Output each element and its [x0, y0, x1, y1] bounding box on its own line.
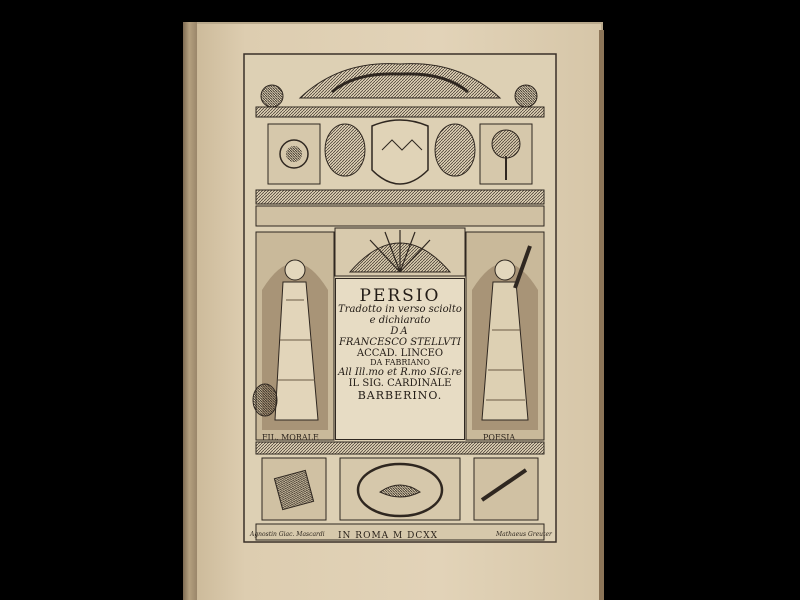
title-line-2: Tradotto in verso sciolto [338, 304, 462, 316]
shell-arch [335, 228, 465, 276]
poetry-figure-head [495, 260, 515, 280]
title-line-5: FRANCESCO STELLVTI [338, 336, 462, 348]
imprint-line: IN ROMA M DCXX [338, 531, 439, 541]
title-panel [335, 278, 465, 440]
engraver-signature-right: Mathaeus Greuter [496, 531, 552, 538]
right-niche [466, 232, 544, 440]
left-cherub [325, 124, 365, 176]
title-line-1: PERSIO [359, 286, 441, 306]
label-poetry: POESIA [483, 433, 516, 442]
title-line-9: IL SIG. CARDINALE [348, 377, 452, 389]
title-line-6: ACCAD. LINCEO [356, 347, 444, 359]
title-line-8: All Ill.mo et R.mo SIG.re [338, 366, 462, 378]
title-line-10: BARBERINO. [357, 388, 443, 402]
right-cherub [435, 124, 475, 176]
title-line-4: DA [390, 325, 410, 337]
label-moral-philosophy: FIL. MORALE [262, 433, 319, 442]
lion-figure [253, 384, 277, 416]
title-line-3: e dichiarato [369, 315, 431, 327]
philosophy-figure-head [285, 260, 305, 280]
title-line-7: DA FABRIANO [370, 358, 430, 368]
tree-emblem [492, 130, 520, 158]
left-niche [253, 232, 334, 440]
engraver-signature-left: Agnostin Giac. Mascardi [250, 531, 325, 538]
coat-of-arms [372, 120, 428, 184]
crest-row [256, 120, 544, 226]
